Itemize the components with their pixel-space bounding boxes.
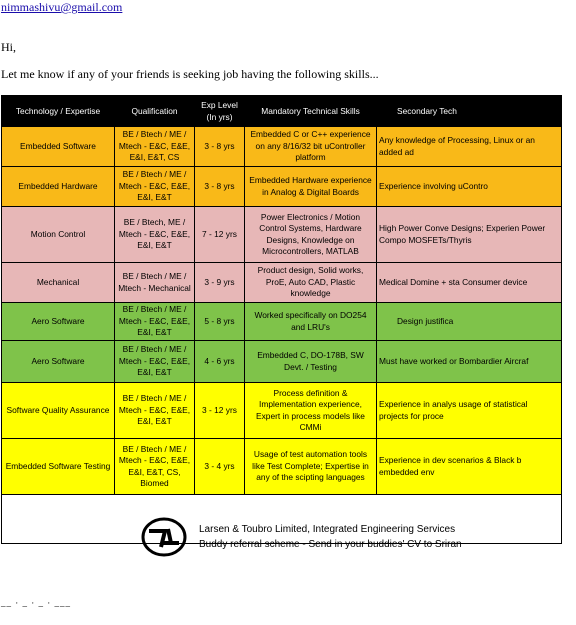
table-row bbox=[2, 341, 562, 383]
cell-mand: Power Electronics / Motion Control Systems, Hardware Designs, Knowledge on Microcontrollers, MATLAB bbox=[245, 207, 377, 263]
cell-exp: 7 - 12 yrs bbox=[195, 207, 245, 263]
footer-text bbox=[199, 522, 462, 552]
cell-tech: Embedded Software bbox=[2, 127, 115, 167]
cell-tech: Motion Control bbox=[2, 207, 115, 263]
cell-tech: Mechanical bbox=[2, 263, 115, 303]
table-row bbox=[2, 207, 562, 263]
cell-mand: Process definition & Implementation experience, Expert in process models like CMMi bbox=[245, 383, 377, 439]
cell-qual: BE / Btech, ME / Mtech - E&C, E&E, E&I, E&T bbox=[115, 207, 195, 263]
cell-exp: 3 - 12 yrs bbox=[195, 383, 245, 439]
cell-exp: 3 - 9 yrs bbox=[195, 263, 245, 303]
cell-exp: 3 - 8 yrs bbox=[195, 127, 245, 167]
cell-mand: Product design, Solid works, ProE, Auto CAD, Plastic knowledge bbox=[245, 263, 377, 303]
cell-exp: 3 - 8 yrs bbox=[195, 167, 245, 207]
footer-line-1: Larsen & Toubro Limited, Integrated Engineering Services bbox=[199, 524, 456, 535]
cell-qual: BE / Btech / ME / Mtech - E&C, E&E, E&I, E&T bbox=[115, 303, 195, 341]
table-row bbox=[2, 383, 562, 439]
cell-qual: BE / Btech / ME / Mtech - E&C, E&E, E&I, E&T, CS, Biomed bbox=[115, 439, 195, 495]
cell-sec: Any knowledge of Processing, Linux or an added ad bbox=[377, 127, 562, 167]
cell-tech: Software Quality Assurance bbox=[2, 383, 115, 439]
cell-sec: Medical Domine + sta Consumer device bbox=[377, 263, 562, 303]
signature-mark: __ · _ · _ · ___ bbox=[1, 598, 71, 608]
cell-exp: 5 - 8 yrs bbox=[195, 303, 245, 341]
table-header-row bbox=[2, 96, 562, 127]
table-row bbox=[2, 439, 562, 495]
cell-sec: Experience in dev scenarios & Black b embedded env bbox=[377, 439, 562, 495]
cell-qual: BE / Btech / ME / Mtech - E&C, E&E, E&I, E&T bbox=[115, 383, 195, 439]
table-row bbox=[2, 127, 562, 167]
table-row bbox=[2, 167, 562, 207]
cell-tech: Embedded Hardware bbox=[2, 167, 115, 207]
cell-sec: Design justifica bbox=[377, 303, 562, 341]
header-mandatory-skills: Mandatory Technical Skills bbox=[245, 96, 377, 127]
job-skills-table bbox=[1, 95, 546, 559]
cell-tech: Aero Software bbox=[2, 303, 115, 341]
header-qualification: Qualification bbox=[115, 96, 195, 127]
cell-qual: BE / Btech / ME / Mtech - Mechanical bbox=[115, 263, 195, 303]
cell-mand: Embedded C, DO-178B, SW Devt. / Testing bbox=[245, 341, 377, 383]
cell-qual: BE / Btech / ME / Mtech - E&C, E&E, E&I, E&T bbox=[115, 341, 195, 383]
cell-mand: Worked specifically on DO254 and LRU's bbox=[245, 303, 377, 341]
cell-sec: Experience involving uContro bbox=[377, 167, 562, 207]
cell-exp: 4 - 6 yrs bbox=[195, 341, 245, 383]
email-link[interactable]: nimmashivu@gmail.com bbox=[1, 0, 123, 14]
cell-sec: High Power Conve Designs; Experien Power Compo MOSFETs/Thyris bbox=[377, 207, 562, 263]
cell-tech: Embedded Software Testing bbox=[2, 439, 115, 495]
lt-logo-icon bbox=[141, 517, 187, 557]
cell-mand: Embedded Hardware experience in Analog & Digital Boards bbox=[245, 167, 377, 207]
cell-sec: Must have worked or Bombardier Aircraf bbox=[377, 341, 562, 383]
table-row bbox=[2, 303, 562, 341]
cell-sec: Experience in analys usage of statistical projects for proce bbox=[377, 383, 562, 439]
cell-mand: Usage of test automation tools like Test Complete; Expertise in any of the scipting languages bbox=[245, 439, 377, 495]
footer-line-2: Buddy referral scheme - Send in your buddies' CV to Sriran bbox=[199, 539, 462, 550]
cell-tech: Aero Software bbox=[2, 341, 115, 383]
cell-exp: 3 - 4 yrs bbox=[195, 439, 245, 495]
header-exp-level-text: Exp Level (In yrs) bbox=[201, 100, 238, 122]
header-secondary-skills: Secondary Tech bbox=[377, 96, 562, 127]
greeting-text: Hi, bbox=[1, 40, 16, 54]
cell-qual: BE / Btech / ME / Mtech - E&C, E&E, E&I, E&T, CS bbox=[115, 127, 195, 167]
cell-qual: BE / Btech / ME / Mtech - E&C, E&E, E&I, E&T bbox=[115, 167, 195, 207]
cell-mand: Embedded C or C++ experience on any 8/16/32 bit uController platform bbox=[245, 127, 377, 167]
header-exp-level bbox=[195, 96, 245, 127]
table-row bbox=[2, 263, 562, 303]
header-technology: Technology / Expertise bbox=[2, 96, 115, 127]
intro-text: Let me know if any of your friends is seeking job having the following skills... bbox=[1, 67, 379, 81]
